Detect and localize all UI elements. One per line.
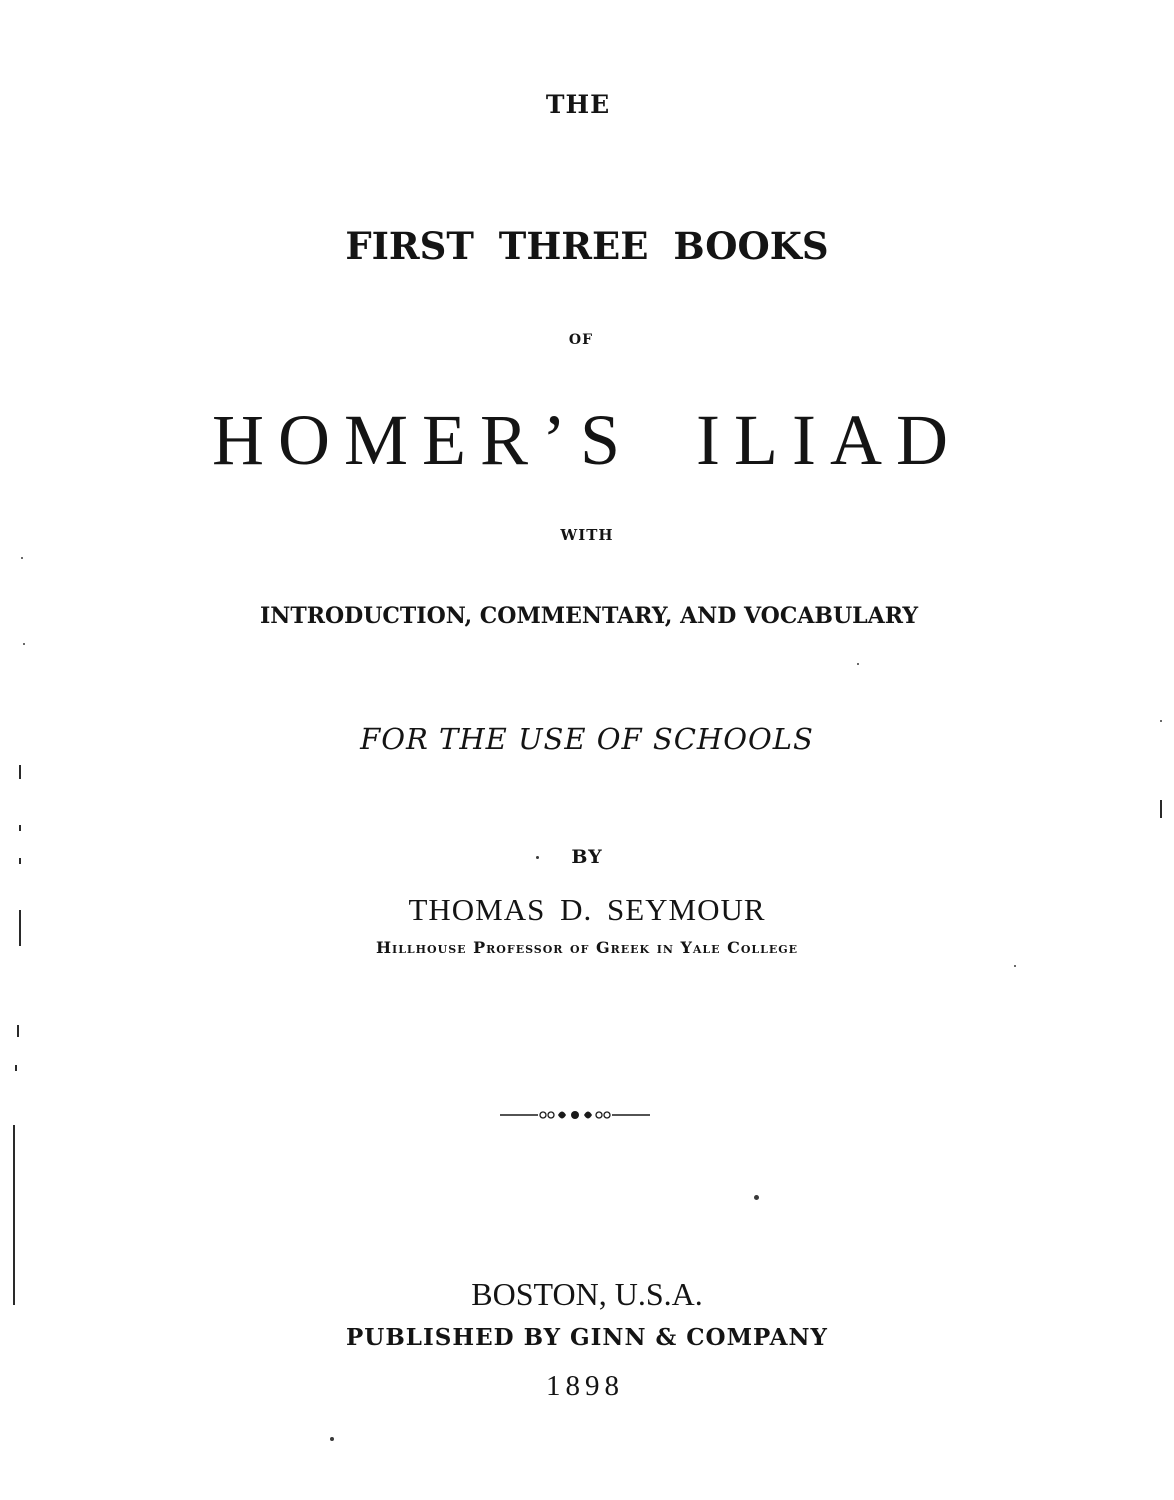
main-title: HOMER’S ILIAD [212,400,962,480]
scan-edge-mark [19,910,21,946]
publication-city: BOSTON, U.S.A. [471,1276,703,1312]
scan-speck [857,663,859,665]
contents-line: INTRODUCTION, COMMENTARY, AND VOCABULARY [259,603,919,629]
scan-speck [754,1195,759,1200]
ornament-divider-icon [500,1104,650,1126]
scan-speck [21,557,23,559]
scan-edge-mark [19,858,21,864]
scan-speck [1160,720,1162,722]
scan-speck [1014,965,1016,967]
scan-edge-mark [1160,800,1162,818]
scan-edge-mark [13,1125,15,1305]
article-the: THE [545,90,611,119]
word-by: BY [571,846,603,868]
scan-edge-mark [19,765,21,779]
scan-edge-mark [15,1065,17,1071]
publisher-line: PUBLISHED BY GINN & COMPANY [346,1324,828,1351]
author-affiliation: Hillhouse Professor of Greek in Yale College [375,938,799,957]
word-with: WITH [560,526,614,544]
scan-speck [536,856,539,859]
publication-year: 1898 [546,1370,624,1402]
word-of: OF [568,332,594,348]
scan-edge-mark [19,825,21,831]
scan-speck [23,643,25,645]
author-name: THOMAS D. SEYMOUR [408,892,766,927]
scan-edge-mark [17,1025,19,1037]
scan-speck [330,1437,334,1441]
purpose-line: FOR THE USE OF SCHOOLS [360,722,814,756]
subtitle-first-three-books: FIRST THREE BOOKS [345,224,829,268]
